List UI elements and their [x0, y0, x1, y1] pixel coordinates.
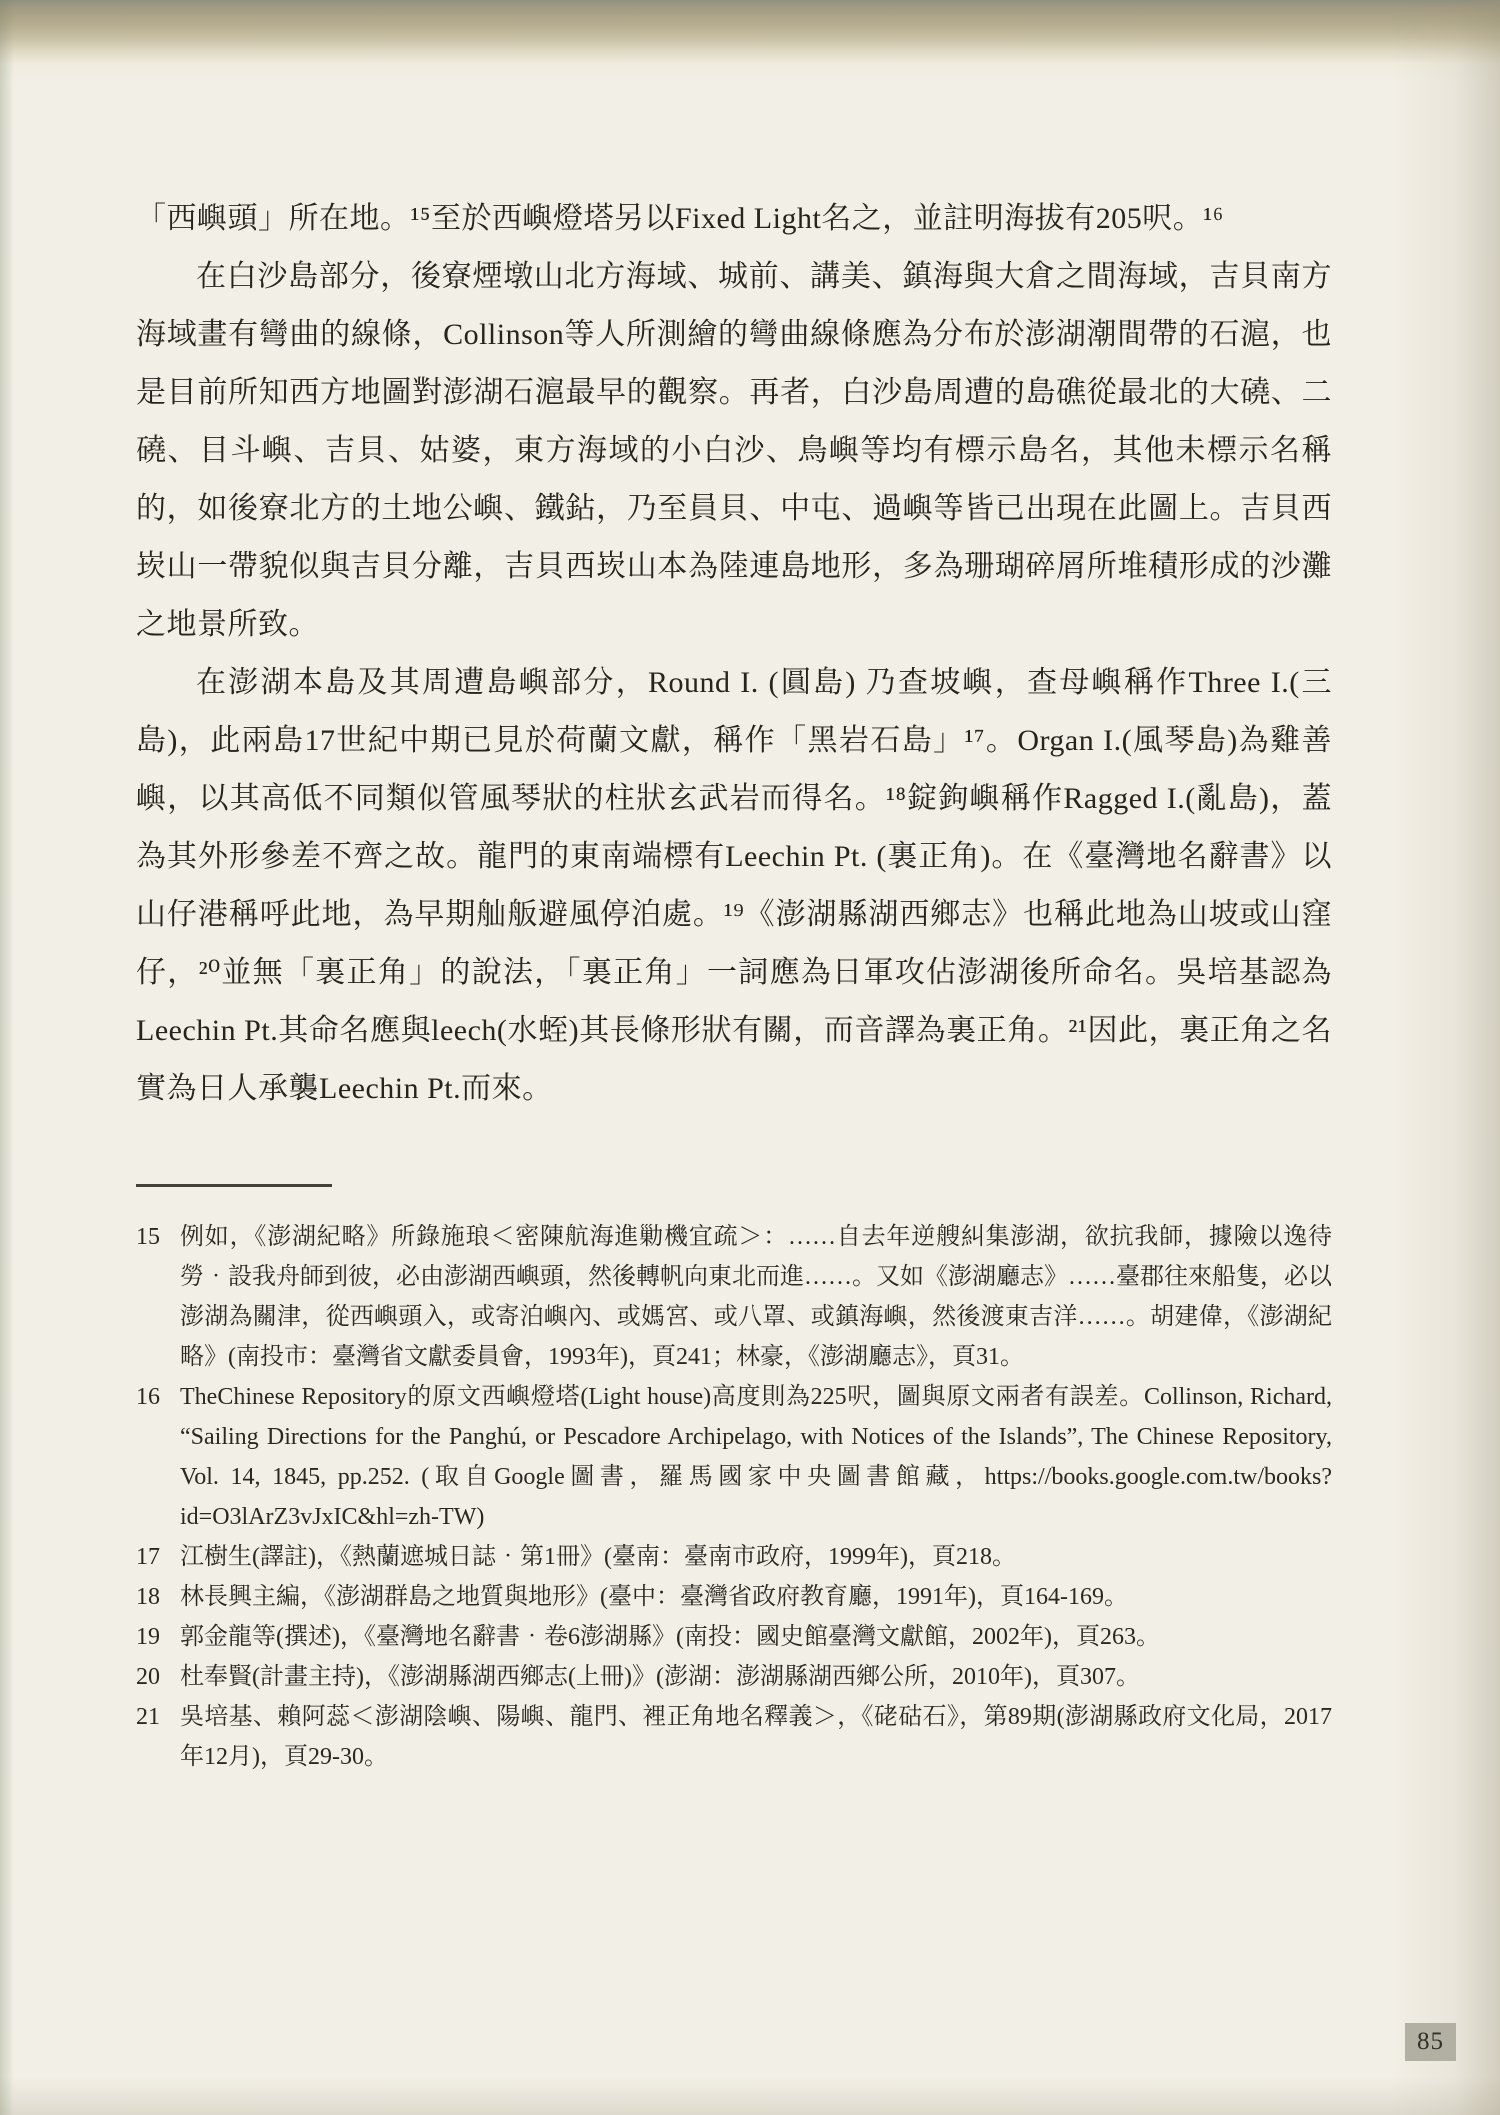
footnote-item-15: [136, 1217, 1332, 1377]
footnote-number: 21: [136, 1704, 160, 1730]
footnote-divider: [136, 1184, 332, 1187]
footnote-number: 18: [136, 1584, 160, 1610]
footnote-number: 20: [136, 1664, 160, 1690]
footnote-number: 16: [136, 1384, 160, 1410]
paragraph-2: 在白沙島部分，後寮煙墩山北方海域、城前、講美、鎮海與大倉之間海域，吉貝南方海域畫有彎曲的線條，Collinson等人所測繪的彎曲線條應為分布於澎湖潮間帶的石滬，也是目前所知西方地圖對澎湖石滬最早的觀察。再者，白沙島周遭的島礁從最北的大磽、二磽、目斗嶼、吉貝、姑婆，東方海域的小白沙、鳥嶼等均有標示島名，其他未標示名稱的，如後寮北方的土地公嶼、鐵鉆，乃至員貝、中屯、過嶼等皆已出現在此圖上。吉貝西崁山一帶貌似與吉貝分離，吉貝西崁山本為陸連島地形，多為珊瑚碎屑所堆積形成的沙灘之地景所致。: [136, 260, 1332, 641]
footnote-text: 林長興主編，《澎湖群島之地質與地形》(臺中：臺灣省政府教育廳，1991年)，頁164-169。: [180, 1584, 1128, 1610]
footnote-number: 15: [136, 1224, 160, 1250]
paragraph-3: 在澎湖本島及其周遭島嶼部分，Round I. (圓島) 乃查坡嶼，查母嶼稱作Three I.(三島)，此兩島17世紀中期已見於荷蘭文獻，稱作「黑岩石島」¹⁷。Organ I.(風琴島)為雞善嶼，以其高低不同類似管風琴狀的柱狀玄武岩而得名。¹⁸錠鉤嶼稱作Ragged I.(亂島)，蓋為其外形參差不齊之故。龍門的東南端標有Leechin Pt. (裏正角)。在《臺灣地名辭書》以山仔港稱呼此地，為早期舢舨避風停泊處。¹⁹《澎湖縣湖西鄉志》也稱此地為山坡或山窪仔，²⁰並無「裏正角」的說法，「裏正角」一詞應為日軍攻佔澎湖後所命名。吳培基認為Leechin Pt.其命名應與leech(水蛭)其長條形狀有關，而音譯為裏正角。²¹因此，裏正角之名實為日人承襲Leechin Pt.而來。: [136, 666, 1332, 1105]
footnote-item-16: [136, 1377, 1332, 1537]
footnote-text: 吳培基、賴阿蕊＜澎湖陰嶼、陽嶼、龍門、裡正角地名釋義＞，《硓𥑮石》，第89期(澎湖縣政府文化局，2017年12月)，頁29-30。: [180, 1704, 1332, 1770]
footnote-text: 杜奉賢(計畫主持)，《澎湖縣湖西鄉志(上冊)》(澎湖：澎湖縣湖西鄉公所，2010年)，頁307。: [180, 1664, 1140, 1690]
body-text: [136, 190, 1332, 1118]
footnote-item-19: [136, 1617, 1332, 1657]
page-number-badge: [1405, 2023, 1456, 2061]
footnote-text: 例如，《澎湖紀略》所錄施琅＜密陳航海進勦機宜疏＞：……自去年逆艘糾集澎湖，欲抗我師，據險以逸待勞‧設我舟師到彼，必由澎湖西嶼頭，然後轉帆向東北而進……。又如《澎湖廳志》……臺郡往來船隻，必以澎湖為關津，從西嶼頭入，或寄泊嶼內、或媽宮、或八罩、或鎮海嶼，然後渡東吉洋……。胡建偉，《澎湖紀略》(南投市：臺灣省文獻委員會，1993年)，頁241；林豪，《澎湖廳志》，頁31。: [180, 1224, 1332, 1370]
footnote-item-18: [136, 1577, 1332, 1617]
paragraph-1: 「西嶼頭」所在地。¹⁵至於西嶼燈塔另以Fixed Light名之，並註明海拔有205呎。¹⁶: [136, 202, 1224, 235]
footnotes-section: [136, 1217, 1332, 1777]
footnote-text: TheChinese Repository的原文西嶼燈塔(Light house)高度則為225呎，圖與原文兩者有誤差。Collinson, Richard, “Sailing Directions for the Panghú, or Pescadore Archipelago, with Notices of the Islands”, The Chinese Repository, Vol. 14, 1845, pp.252. (取自Google圖書，羅馬國家中央圖書館藏，https://books.google.com.tw/books?id=O3lArZ3vJxIC&hl=zh-TW): [180, 1384, 1332, 1530]
footnote-text: 郭金龍等(撰述)，《臺灣地名辭書‧卷6澎湖縣》(南投：國史館臺灣文獻館，2002年)，頁263。: [180, 1624, 1160, 1650]
footnote-text: 江樹生(譯註)，《熱蘭遮城日誌‧第1冊》(臺南：臺南市政府，1999年)，頁218。: [180, 1544, 1016, 1570]
footnote-number: 17: [136, 1544, 160, 1570]
footnote-item-17: [136, 1537, 1332, 1577]
footnote-item-21: [136, 1697, 1332, 1777]
footnote-item-20: [136, 1657, 1332, 1697]
page-number: 85: [1417, 2028, 1444, 2055]
footnote-number: 19: [136, 1624, 160, 1650]
